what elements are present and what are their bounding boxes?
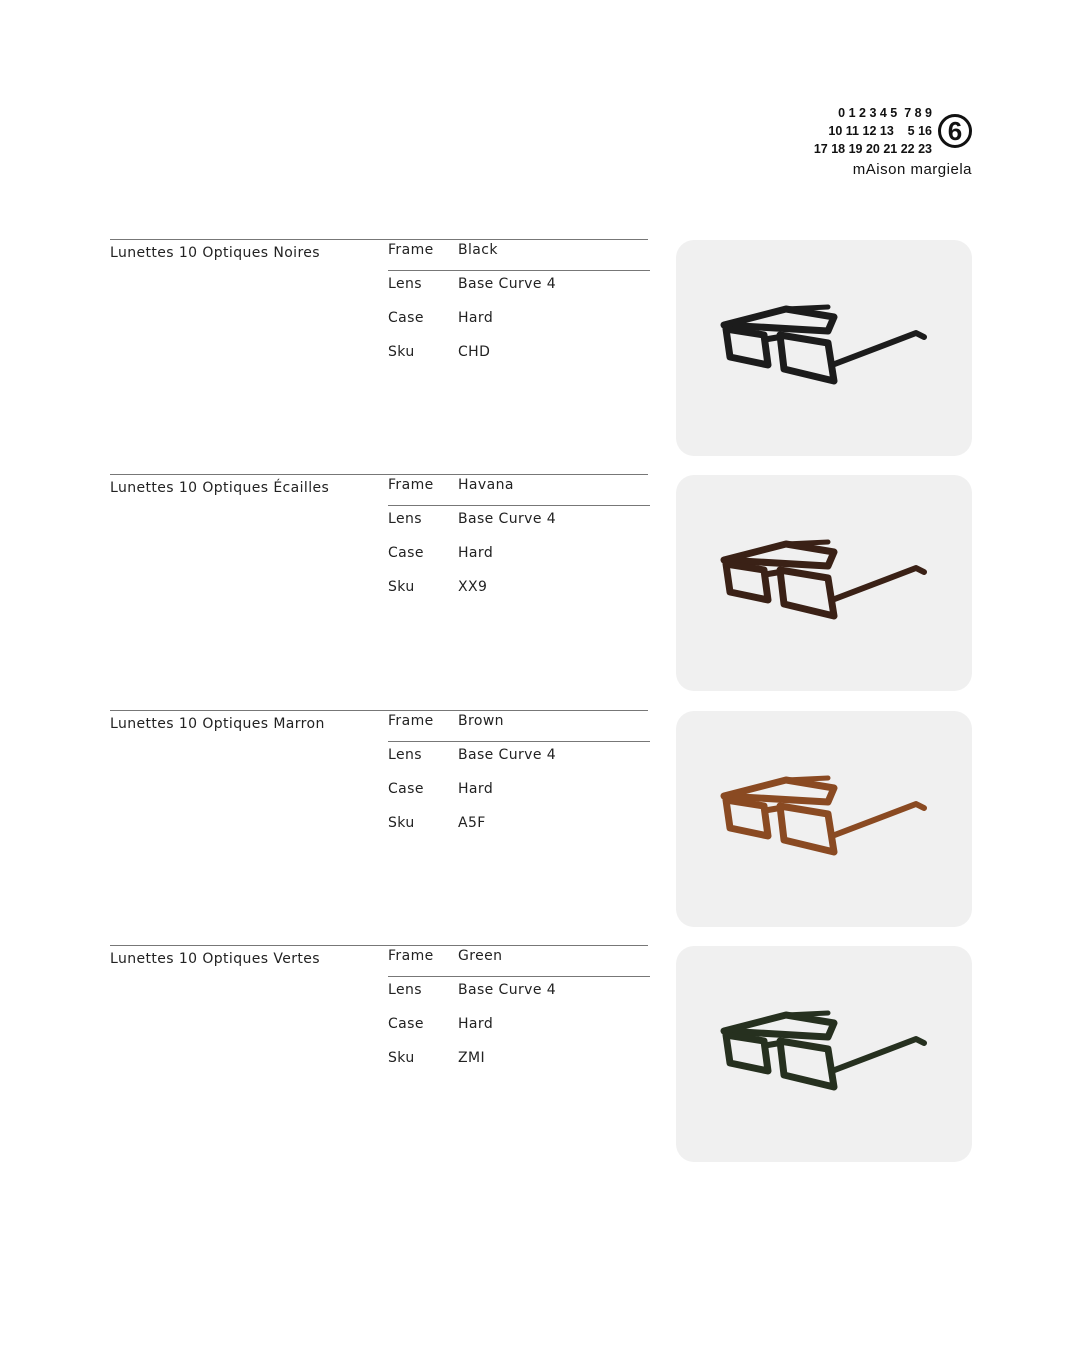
spec-value: XX9 xyxy=(458,579,488,595)
eyeglasses-icon xyxy=(716,766,936,866)
eyeglasses-icon xyxy=(716,530,936,630)
spec-label: Lens xyxy=(388,982,422,998)
spec-case xyxy=(388,1011,650,1045)
spec-label: Case xyxy=(388,310,424,326)
logo-circled-number: 6 xyxy=(938,114,972,148)
product-row xyxy=(0,710,1080,946)
spec-value: Base Curve 4 xyxy=(458,982,557,998)
eyeglasses-icon xyxy=(716,295,936,395)
spec-label: Case xyxy=(388,545,424,561)
spec-label: Frame xyxy=(388,713,434,729)
spec-value: Hard xyxy=(458,1016,494,1032)
spec-label: Sku xyxy=(388,344,415,360)
spec-case xyxy=(388,776,650,810)
product-image[interactable] xyxy=(676,711,972,927)
spec-value: Green xyxy=(458,948,503,964)
spec-value: Hard xyxy=(458,545,494,561)
spec-label: Sku xyxy=(388,1050,415,1066)
spec-lens xyxy=(388,506,650,540)
product-name: Lunettes 10 Optiques Vertes xyxy=(110,951,320,967)
spec-label: Lens xyxy=(388,747,422,763)
product-name: Lunettes 10 Optiques Écailles xyxy=(110,480,330,496)
spec-value: Base Curve 4 xyxy=(458,747,557,763)
spec-label: Sku xyxy=(388,815,415,831)
product-row xyxy=(0,945,1080,1181)
spec-lens xyxy=(388,742,650,776)
spec-label: Frame xyxy=(388,477,434,493)
spec-value: A5F xyxy=(458,815,486,831)
spec-label: Case xyxy=(388,1016,424,1032)
spec-value: Hard xyxy=(458,310,494,326)
spec-sku xyxy=(388,810,650,844)
brand-logo xyxy=(814,104,972,178)
spec-sku xyxy=(388,1045,650,1079)
spec-case xyxy=(388,540,650,574)
product-name: Lunettes 10 Optiques Noires xyxy=(110,245,320,261)
spec-value: ZMI xyxy=(458,1050,485,1066)
spec-lens xyxy=(388,977,650,1011)
spec-value: Black xyxy=(458,242,498,258)
spec-value: Base Curve 4 xyxy=(458,511,557,527)
spec-label: Frame xyxy=(388,948,434,964)
spec-frame xyxy=(388,943,650,977)
spec-value: CHD xyxy=(458,344,491,360)
spec-frame xyxy=(388,472,650,506)
eyeglasses-icon xyxy=(716,1001,936,1101)
spec-value: Base Curve 4 xyxy=(458,276,557,292)
spec-frame xyxy=(388,708,650,742)
spec-sku xyxy=(388,574,650,608)
spec-frame xyxy=(388,237,650,271)
logo-mark xyxy=(814,104,972,158)
spec-value: Hard xyxy=(458,781,494,797)
product-image[interactable] xyxy=(676,475,972,691)
spec-case xyxy=(388,305,650,339)
product-image[interactable] xyxy=(676,240,972,456)
spec-label: Sku xyxy=(388,579,415,595)
product-row xyxy=(0,239,1080,475)
product-name: Lunettes 10 Optiques Marron xyxy=(110,716,325,732)
logo-numbers: 0 1 2 3 4 5 7 8 9 10 11 12 13 5 16 17 18 19 20 21 22 23 xyxy=(813,106,932,156)
spec-label: Lens xyxy=(388,511,422,527)
product-row xyxy=(0,474,1080,710)
spec-sku xyxy=(388,339,650,373)
spec-value: Havana xyxy=(458,477,514,493)
product-image[interactable] xyxy=(676,946,972,1162)
spec-label: Lens xyxy=(388,276,422,292)
spec-value: Brown xyxy=(458,713,504,729)
spec-lens xyxy=(388,271,650,305)
spec-label: Frame xyxy=(388,242,434,258)
logo-brand-name: mAison margiela xyxy=(852,161,972,178)
spec-label: Case xyxy=(388,781,424,797)
